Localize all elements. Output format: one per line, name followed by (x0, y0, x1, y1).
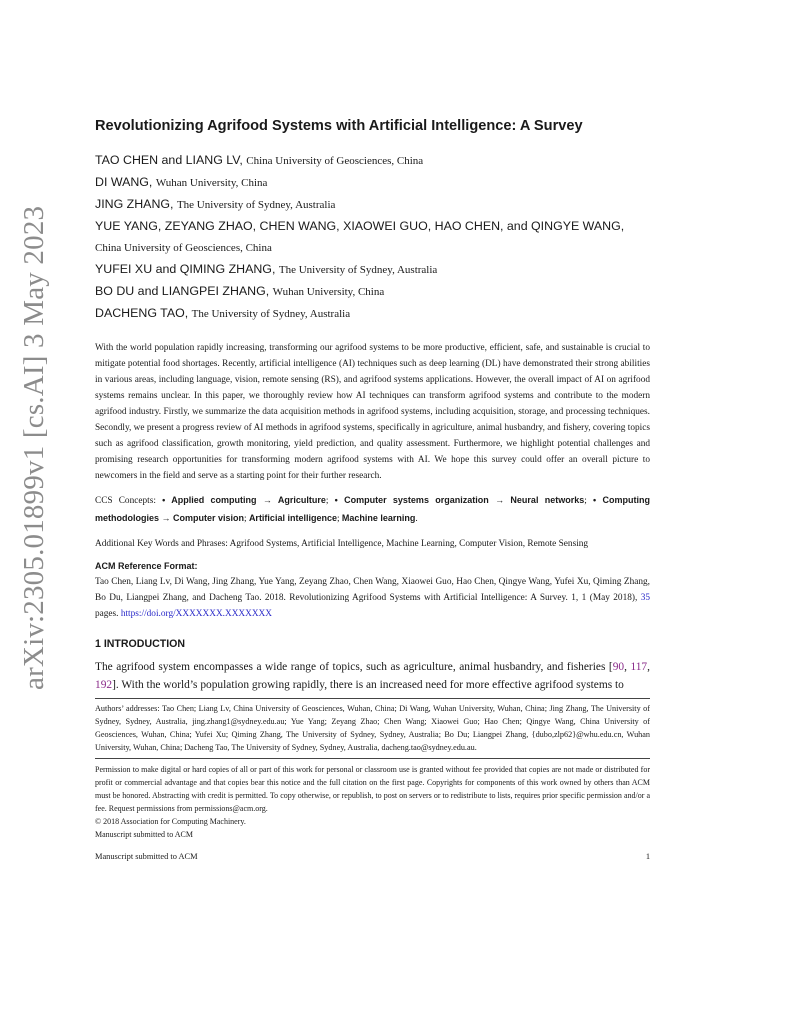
intro-text: ]. With the world’s population growing rapidly, there is an increased need for more effective agrifood systems to (112, 679, 624, 691)
author-affiliation: The University of Sydney, Australia (191, 308, 351, 320)
author-line (95, 303, 650, 325)
arxiv-sidebar-stamp: arXiv:2305.01899v1 [cs.AI] 3 May 2023 (18, 205, 50, 690)
reference-text: pages. (95, 609, 121, 619)
reference-text: Tao Chen, Liang Lv, Di Wang, Jing Zhang, Yue Yang, Zeyang Zhao, Chen Wang, Xiaowei Guo, Hao Chen, Qingye Wang, Yufei Xu, Qiming Zhang, Bo Du, Liangpei Zhang, and Dacheng Tao. 2018. Revolutionizing Agrifood Systems with Artificial Intelligence: A Survey. 1, 1 (May 2018), (95, 577, 650, 603)
author-affiliation: Wuhan University, China (272, 286, 385, 298)
author-names: DI WANG, (95, 175, 153, 189)
author-line (95, 150, 650, 172)
authors-addresses-footnote: Authors’ addresses: Tao Chen; Liang Lv, China University of Geosciences, Wuhan, China; Di Wang, Wuhan University, Wuhan, China; Jing Zhang, The University of Sydney, Sydney, Australia, jing.zhang1@sydney.edu.au; Yue Yang; Zeyang Zhao; Chen Wang; Xiaowei Guo; Hao Chen; Qingye Wang, China University of Geosciences, Wuhan, China; Yufei Xu; Qiming Zhang, The University of Sydney, Sydney, Australia; Bo Du; Liangpei Zhang, {dubo,zlp62}@whu.edu.cn, Wuhan University, Wuhan, China; Dacheng Tao, The University of Sydney, Sydney, Australia, dacheng.tao@sydney.edu.au. (95, 704, 650, 752)
author-names: BO DU and LIANGPEI ZHANG, (95, 284, 270, 298)
footnote-divider (95, 758, 650, 759)
ccs-separator: ; (336, 514, 342, 524)
citation-link[interactable]: 192 (95, 679, 113, 691)
ccs-term: • Computer systems organization → Neural networks (334, 495, 585, 505)
author-affiliation: China University of Geosciences, China (246, 155, 424, 167)
page-footer (95, 852, 650, 861)
author-list (95, 150, 650, 325)
page-number: 1 (645, 852, 650, 861)
keywords: Additional Key Words and Phrases: Agrifood Systems, Artificial Intelligence, Machine Learning, Computer Vision, Remote Sensing (95, 539, 589, 549)
intro-text: The agrifood system encompasses a wide range of topics, such as agriculture, animal husbandry, and fisheries [ (95, 661, 613, 673)
submission-note: Manuscript submitted to ACM (95, 830, 193, 839)
pages-link[interactable]: 35 (640, 593, 650, 603)
author-names: TAO CHEN and LIANG LV, (95, 153, 243, 167)
ccs-term: Artificial intelligence (248, 513, 337, 523)
author-line (95, 172, 650, 194)
copyright-line: © 2018 Association for Computing Machinery. (95, 817, 246, 826)
author-line (95, 281, 650, 303)
author-names: YUE YANG, ZEYANG ZHAO, CHEN WANG, XIAOWEI GUO, HAO CHEN, and QINGYE WANG, (95, 219, 625, 233)
author-names: YUFEI XU and QIMING ZHANG, (95, 262, 276, 276)
footer-venue: Manuscript submitted to ACM (95, 852, 198, 861)
ccs-separator: ; (244, 514, 249, 524)
citation-separator: , (624, 661, 631, 673)
reference-format-heading: ACM Reference Format: (95, 561, 198, 571)
ccs-separator: ; (325, 496, 335, 506)
section-heading-introduction: 1 INTRODUCTION (95, 638, 186, 650)
author-affiliation: The University of Sydney, Australia (278, 264, 438, 276)
author-line (95, 194, 650, 216)
reference-format (95, 574, 650, 622)
introduction-paragraph (95, 658, 650, 694)
author-affiliation: China University of Geosciences, China (95, 242, 272, 254)
ccs-separator: . (415, 514, 418, 524)
author-affiliation: Wuhan University, China (155, 177, 268, 189)
citation-link[interactable]: 117 (630, 661, 648, 673)
ccs-separator: ; (584, 496, 594, 506)
author-affiliation: The University of Sydney, Australia (176, 199, 336, 211)
author-line (95, 216, 650, 259)
citation-link[interactable]: 90 (612, 661, 625, 673)
ccs-concepts (95, 492, 650, 528)
ccs-term: Machine learning (341, 513, 416, 523)
author-names: JING ZHANG, (95, 197, 174, 211)
ccs-term: • Computing methodologies → Computer vision (95, 495, 650, 523)
author-names: DACHENG TAO, (95, 306, 189, 320)
paper-title: Revolutionizing Agrifood Systems with Artificial Intelligence: A Survey (95, 118, 583, 134)
citation-separator: , (647, 661, 650, 673)
footnote-divider (95, 698, 650, 699)
ccs-label: CCS Concepts: (95, 496, 163, 506)
author-line (95, 259, 650, 281)
permission-notice: Permission to make digital or hard copies of all or part of this work for personal or classroom use is granted without fee provided that copies are not made or distributed for profit or commercial advantage and that copies bear this notice and the full citation on the first page. Copyrights for components of this work owned by others than ACM must be honored. Abstracting with credit is permitted. To copy otherwise, or republish, to post on servers or to redistribute to lists, requires prior specific permission and/or a fee. Request permissions from permissions@acm.org. (95, 765, 650, 813)
paper-first-page (95, 118, 650, 841)
ccs-term: • Applied computing → Agriculture (162, 495, 326, 505)
abstract: With the world population rapidly increasing, transforming our agrifood systems to be more productive, efficient, safe, and sustainable is crucial to mitigate potential food shortages. Recently, artificial intelligence (AI) techniques such as deep learning (DL) have demonstrated their strong abilities in various areas, including language, vision, remote sensing (RS), and agrifood systems applications. However, the overall impact of AI on agrifood systems remains unclear. In this paper, we thoroughly review how AI techniques can transform agrifood systems and contribute to the modern agrifood industry. Firstly, we summarize the data acquisition methods in agrifood systems, including acquisition, storage, and processing techniques. Secondly, we present a progress review of AI methods in agrifood systems, specifically in agriculture, animal husbandry, and fishery, covering topics such as agrifood classification, growth monitoring, yield prediction, and quality assessment. Furthermore, we highlight potential challenges and promising research opportunities for transforming modern agrifood systems with AI. We hope this survey could offer an overall picture to newcomers in the field and serve as a starting point for their further research. (95, 343, 650, 481)
doi-link[interactable]: https://doi.org/XXXXXXX.XXXXXXX (120, 609, 272, 619)
